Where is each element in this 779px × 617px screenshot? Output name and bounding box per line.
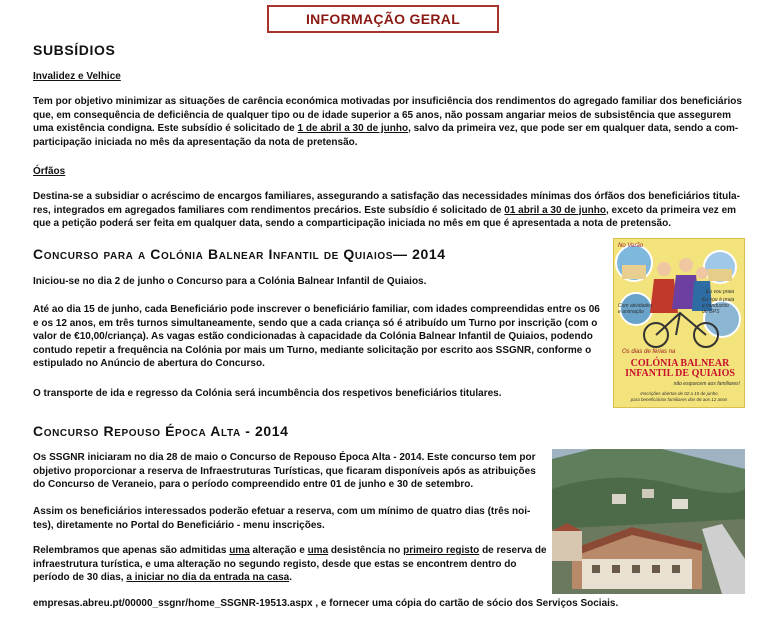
colonia-poster (613, 238, 745, 408)
paragraph-repouso-alteracoes: Relembramos que apenas são admitidas uma alteração e uma desistência no primeiro registo de reserva de infraestrutura turística, e uma alteração no segundo registo, desde que estas se encontrem dentro do período de 30 dias, a iniciar no dia da entrada na casa. (33, 545, 547, 583)
page-title-banner (267, 5, 499, 33)
section-heading-colonia: Concurso para a Colónia Balnear Infantil de Quiaios— 2014 (33, 246, 446, 262)
poster-text-left: Com atividades e animação (618, 303, 653, 315)
paragraph-colonia-rules: Até ao dia 15 de junho, cada Beneficiário pode inscrever o beneficiário familiar, com idades compreendidas entre os 06 e os 12 anos, em três turnos simultaneamente, sendo que a cada criança só é atribuído um Turno por inscrição (com o valor de €10,00/criança). As vagas estão condicionadas à capacidade da Colónia Balnear Infantil de Quiaios, podendo contudo repetir a frequência na Colónia por mais um Turno, mediante solicitação por escrito aos SSGNR, conforme o estipulado no Anúncio de abertura do Concurso. (33, 304, 600, 369)
paragraph-repouso-reserva: Assim os beneficiários interessados poderão efetuar a reserva, com um mínimo de quatro dias (três noi- tes), diretamente no Portal do Beneficiário - menu inscrições. (33, 506, 531, 531)
paragraph-cut-off: empresas.abreu.pt/00000_ssgnr/home_SSGNR-19513.aspx , e fornecer uma cópia do cartão de sócio dos Serviços Sociais. (33, 598, 619, 609)
subheading-orfaos: Órfãos (33, 166, 66, 177)
subheading-invalidez: Invalidez e Velhice (33, 71, 121, 82)
paragraph-colonia-start: Iniciou-se no dia 2 de junho o Concurso para a Colónia Balnear Infantil de Quiaios. (33, 276, 427, 287)
paragraph-repouso-intro: Os SSGNR iniciaram no dia 28 de maio o Concurso de Repouso Época Alta - 2014. Este concurso tem por objetivo proporcionar a reserva de Infraestruturas Turísticas, que ficaram disponíveis após as atribuições do Concurso de Veraneio, para o período compreendido entre 01 de junho e 30 de setembro. (33, 452, 536, 490)
date-orfaos: 01 abril a 30 de junho (504, 204, 606, 216)
poster-text-mid: Eu vou à praia e conduzido de GPS (702, 297, 735, 315)
paragraph-invalidez: Tem por objetivo minimizar as situações de carência económica motivadas por insuficiência dos rendimentos do agregado familiar dos beneficiários que, em consequência de deficiência de qualquer tipo ou de idade superior a 65 anos, não possam angariar meios de subsistência que assegurem uma existência condigna. Este subsídio é solicitado de 1 de abril a 30 de junho, salvo da primeira vez, que pode ser em qualquer data, sendo a com- participação iniciada no mês da apresentação da nota de pretensão. (33, 96, 742, 148)
paragraph-orfaos: Destina-se a subsidiar o acréscimo de encargos familiares, assegurando a satisfação das necessidades mínimas dos órfãos dos beneficiários titula- res, integrados em agregados familiares com rendimentos precários. Este subsídio é solicitado de 01 abril a 30 de junho, exceto da primeira vez em que a petição poderá ser feita em qualquer data, sendo a comparticipação iniciada no mês em que é apresentada a nota de pretensão. (33, 191, 740, 229)
poster-text-lower: Os dias de férias na (622, 349, 676, 355)
poster-footer: Inscrições abertas de 02 a 15 de junho para beneficiários familiares dos 06 aos 12 anos (630, 391, 728, 402)
poster-title: COLÓNIA BALNEAR INFANTIL DE QUIAIOS (625, 358, 735, 379)
poster-text-tr: Eu vou praia (706, 289, 735, 295)
photo-landscape (552, 449, 745, 594)
section-heading-subsidios: SUBSÍDIOS (33, 42, 116, 58)
poster-sub: não esquecem aos familiares! (673, 381, 740, 387)
poster-text-tl: No Verão (618, 243, 644, 249)
repouso-photo (552, 449, 745, 594)
section-heading-repouso: Concurso Repouso Época Alta - 2014 (33, 423, 289, 439)
page-title: INFORMAÇÃO GERAL (305, 11, 461, 27)
paragraph-colonia-transport: O transporte de ida e regresso da Colónia será incumbência dos respetivos beneficiários titulares. (33, 388, 502, 399)
date-invalidez: 1 de abril a 30 de junho (297, 123, 409, 134)
